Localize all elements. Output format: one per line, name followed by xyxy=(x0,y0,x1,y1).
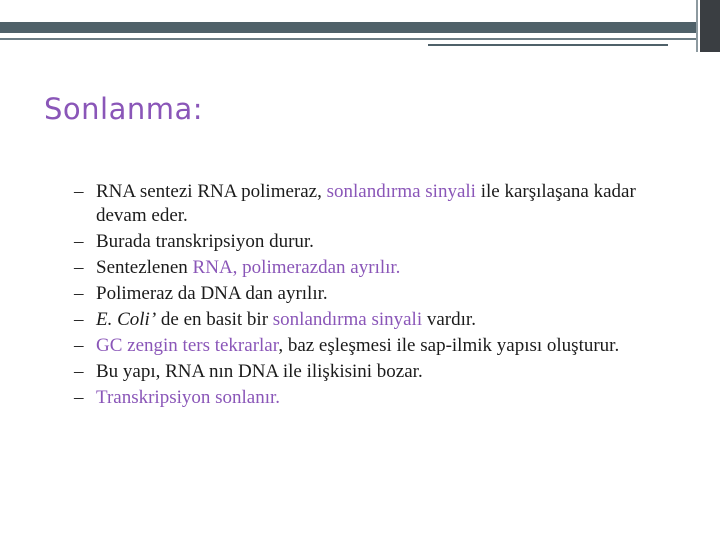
bullet-item xyxy=(74,282,674,306)
bullet-list xyxy=(74,180,674,412)
highlighted-text: Transkripsiyon sonlanır. xyxy=(96,387,281,408)
italic-text: E. Coli’ xyxy=(96,309,157,330)
bullet-item xyxy=(74,308,674,332)
bullet-item xyxy=(74,360,674,384)
corner-divider xyxy=(696,0,698,52)
bullet-text: ile karşılaşana kadar devam eder. xyxy=(96,181,636,226)
bullet-dash: – xyxy=(74,387,84,408)
bullet-text: de en basit bir xyxy=(156,309,273,330)
bullet-item xyxy=(74,230,674,254)
bullet-dash: – xyxy=(74,231,84,252)
bullet-text: Burada transkripsiyon durur. xyxy=(96,231,314,252)
bullet-item xyxy=(74,334,674,358)
bullet-dash: – xyxy=(74,335,84,356)
highlighted-text: sonlandırma sinyali xyxy=(326,181,476,202)
bullet-item xyxy=(74,386,674,410)
bullet-text: Polimeraz da DNA dan ayrılır. xyxy=(96,283,328,304)
highlighted-text: sonlandırma sinyali xyxy=(272,309,423,330)
bullet-dash: – xyxy=(74,283,84,304)
bullet-dash: – xyxy=(74,181,84,202)
highlighted-text: GC zengin ters tekrarlar xyxy=(96,335,279,356)
bullet-dash: – xyxy=(74,257,84,278)
highlighted-text: RNA, polimerazdan ayrılır. xyxy=(192,257,401,278)
header-rule xyxy=(0,38,696,40)
bullet-item xyxy=(74,256,674,280)
bullet-text: , baz eşleşmesi ile sap-ilmik yapısı oluşturur. xyxy=(278,335,620,356)
bullet-dash: – xyxy=(74,309,84,330)
bullet-text: vardır. xyxy=(422,309,476,330)
bullet-text: Bu yapı, RNA nın DNA ile ilişkisini bozar. xyxy=(96,361,423,382)
header-accent-rule xyxy=(428,44,668,46)
slide-title: Sonlanma: xyxy=(44,92,204,126)
bullet-text: RNA sentezi RNA polimeraz, xyxy=(96,181,327,202)
bullet-text: Sentezlenen xyxy=(96,257,193,278)
corner-block xyxy=(700,0,720,52)
bullet-dash: – xyxy=(74,361,84,382)
bullet-item xyxy=(74,180,674,228)
header-band xyxy=(0,22,696,33)
